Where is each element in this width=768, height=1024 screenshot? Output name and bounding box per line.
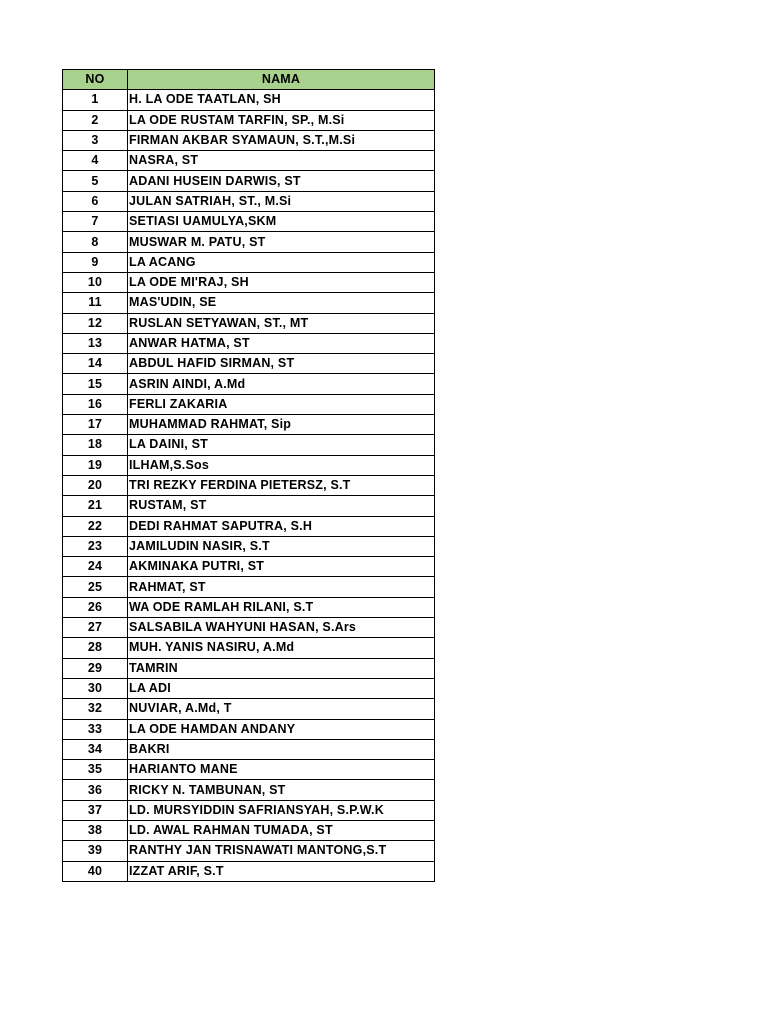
table-row bbox=[63, 90, 435, 110]
table-row bbox=[63, 820, 435, 840]
table-row bbox=[63, 313, 435, 333]
name-cell: TAMRIN bbox=[128, 658, 435, 678]
row-number-cell: 17 bbox=[63, 415, 128, 435]
table-row bbox=[63, 475, 435, 495]
table-row bbox=[63, 415, 435, 435]
table-row bbox=[63, 130, 435, 150]
row-number-cell: 29 bbox=[63, 658, 128, 678]
name-cell: MUHAMMAD RAHMAT, Sip bbox=[128, 415, 435, 435]
name-cell: LA ODE HAMDAN ANDANY bbox=[128, 719, 435, 739]
row-number-cell: 13 bbox=[63, 333, 128, 353]
table-row bbox=[63, 739, 435, 759]
row-number-cell: 27 bbox=[63, 618, 128, 638]
name-cell: TRI REZKY FERDINA PIETERSZ, S.T bbox=[128, 475, 435, 495]
table-row bbox=[63, 212, 435, 232]
row-number-cell: 3 bbox=[63, 130, 128, 150]
name-cell: LA ODE RUSTAM TARFIN, SP., M.Si bbox=[128, 110, 435, 130]
name-cell: RUSTAM, ST bbox=[128, 496, 435, 516]
name-cell: ASRIN AINDI, A.Md bbox=[128, 374, 435, 394]
table-row bbox=[63, 252, 435, 272]
row-number-cell: 24 bbox=[63, 557, 128, 577]
name-cell: SALSABILA WAHYUNI HASAN, S.Ars bbox=[128, 618, 435, 638]
name-cell: ADANI HUSEIN DARWIS, ST bbox=[128, 171, 435, 191]
row-number-cell: 19 bbox=[63, 455, 128, 475]
row-number-cell: 1 bbox=[63, 90, 128, 110]
name-cell: MUSWAR M. PATU, ST bbox=[128, 232, 435, 252]
row-number-cell: 34 bbox=[63, 739, 128, 759]
row-number-cell: 39 bbox=[63, 841, 128, 861]
name-cell: SETIASI UAMULYA,SKM bbox=[128, 212, 435, 232]
row-number-cell: 21 bbox=[63, 496, 128, 516]
name-cell: MAS'UDIN, SE bbox=[128, 293, 435, 313]
name-cell: JULAN SATRIAH, ST., M.Si bbox=[128, 191, 435, 211]
column-header-no: NO bbox=[63, 70, 128, 90]
row-number-cell: 26 bbox=[63, 597, 128, 617]
table-row bbox=[63, 496, 435, 516]
row-number-cell: 4 bbox=[63, 151, 128, 171]
row-number-cell: 38 bbox=[63, 820, 128, 840]
name-cell: RUSLAN SETYAWAN, ST., MT bbox=[128, 313, 435, 333]
row-number-cell: 14 bbox=[63, 354, 128, 374]
table-row bbox=[63, 191, 435, 211]
name-cell: LA ACANG bbox=[128, 252, 435, 272]
table-row bbox=[63, 536, 435, 556]
name-cell: RAHMAT, ST bbox=[128, 577, 435, 597]
row-number-cell: 37 bbox=[63, 800, 128, 820]
table-row bbox=[63, 618, 435, 638]
row-number-cell: 12 bbox=[63, 313, 128, 333]
table-row bbox=[63, 800, 435, 820]
table-row bbox=[63, 272, 435, 292]
table-row bbox=[63, 435, 435, 455]
table-row bbox=[63, 678, 435, 698]
row-number-cell: 30 bbox=[63, 678, 128, 698]
table-row bbox=[63, 658, 435, 678]
name-cell: LA ODE MI'RAJ, SH bbox=[128, 272, 435, 292]
table-row bbox=[63, 780, 435, 800]
row-number-cell: 20 bbox=[63, 475, 128, 495]
row-number-cell: 18 bbox=[63, 435, 128, 455]
table-row bbox=[63, 455, 435, 475]
name-cell: ABDUL HAFID SIRMAN, ST bbox=[128, 354, 435, 374]
table-header-row bbox=[63, 70, 435, 90]
name-cell: AKMINAKA PUTRI, ST bbox=[128, 557, 435, 577]
name-cell: H. LA ODE TAATLAN, SH bbox=[128, 90, 435, 110]
name-cell: RANTHY JAN TRISNAWATI MANTONG,S.T bbox=[128, 841, 435, 861]
table-row bbox=[63, 719, 435, 739]
table-row bbox=[63, 841, 435, 861]
name-cell: ANWAR HATMA, ST bbox=[128, 333, 435, 353]
table-row bbox=[63, 293, 435, 313]
table-row bbox=[63, 577, 435, 597]
row-number-cell: 6 bbox=[63, 191, 128, 211]
row-number-cell: 5 bbox=[63, 171, 128, 191]
row-number-cell: 23 bbox=[63, 536, 128, 556]
name-cell: BAKRI bbox=[128, 739, 435, 759]
name-cell: JAMILUDIN NASIR, S.T bbox=[128, 536, 435, 556]
name-cell: LD. AWAL RAHMAN TUMADA, ST bbox=[128, 820, 435, 840]
name-cell: ILHAM,S.Sos bbox=[128, 455, 435, 475]
name-cell: IZZAT ARIF, S.T bbox=[128, 861, 435, 881]
row-number-cell: 22 bbox=[63, 516, 128, 536]
name-cell: LA DAINI, ST bbox=[128, 435, 435, 455]
table-row bbox=[63, 394, 435, 414]
table-row bbox=[63, 557, 435, 577]
name-cell: FIRMAN AKBAR SYAMAUN, S.T.,M.Si bbox=[128, 130, 435, 150]
table-row bbox=[63, 516, 435, 536]
row-number-cell: 2 bbox=[63, 110, 128, 130]
column-header-nama: NAMA bbox=[128, 70, 435, 90]
table-row bbox=[63, 232, 435, 252]
table-row bbox=[63, 861, 435, 881]
row-number-cell: 9 bbox=[63, 252, 128, 272]
table-row bbox=[63, 374, 435, 394]
name-cell: LA ADI bbox=[128, 678, 435, 698]
row-number-cell: 32 bbox=[63, 699, 128, 719]
name-cell: MUH. YANIS NASIRU, A.Md bbox=[128, 638, 435, 658]
row-number-cell: 40 bbox=[63, 861, 128, 881]
table-row bbox=[63, 354, 435, 374]
row-number-cell: 36 bbox=[63, 780, 128, 800]
name-cell: NASRA, ST bbox=[128, 151, 435, 171]
table-body bbox=[63, 90, 435, 882]
name-cell: LD. MURSYIDDIN SAFRIANSYAH, S.P.W.K bbox=[128, 800, 435, 820]
row-number-cell: 33 bbox=[63, 719, 128, 739]
row-number-cell: 8 bbox=[63, 232, 128, 252]
row-number-cell: 7 bbox=[63, 212, 128, 232]
name-cell: WA ODE RAMLAH RILANI, S.T bbox=[128, 597, 435, 617]
name-list-sheet bbox=[62, 69, 435, 882]
row-number-cell: 15 bbox=[63, 374, 128, 394]
name-cell: DEDI RAHMAT SAPUTRA, S.H bbox=[128, 516, 435, 536]
table-row bbox=[63, 597, 435, 617]
table-row bbox=[63, 760, 435, 780]
table-row bbox=[63, 699, 435, 719]
row-number-cell: 25 bbox=[63, 577, 128, 597]
row-number-cell: 28 bbox=[63, 638, 128, 658]
table-row bbox=[63, 333, 435, 353]
name-cell: RICKY N. TAMBUNAN, ST bbox=[128, 780, 435, 800]
name-cell: HARIANTO MANE bbox=[128, 760, 435, 780]
table-row bbox=[63, 151, 435, 171]
row-number-cell: 11 bbox=[63, 293, 128, 313]
name-list-table bbox=[62, 69, 435, 882]
name-cell: NUVIAR, A.Md, T bbox=[128, 699, 435, 719]
row-number-cell: 35 bbox=[63, 760, 128, 780]
table-row bbox=[63, 638, 435, 658]
name-cell: FERLI ZAKARIA bbox=[128, 394, 435, 414]
table-row bbox=[63, 171, 435, 191]
table-row bbox=[63, 110, 435, 130]
row-number-cell: 10 bbox=[63, 272, 128, 292]
row-number-cell: 16 bbox=[63, 394, 128, 414]
